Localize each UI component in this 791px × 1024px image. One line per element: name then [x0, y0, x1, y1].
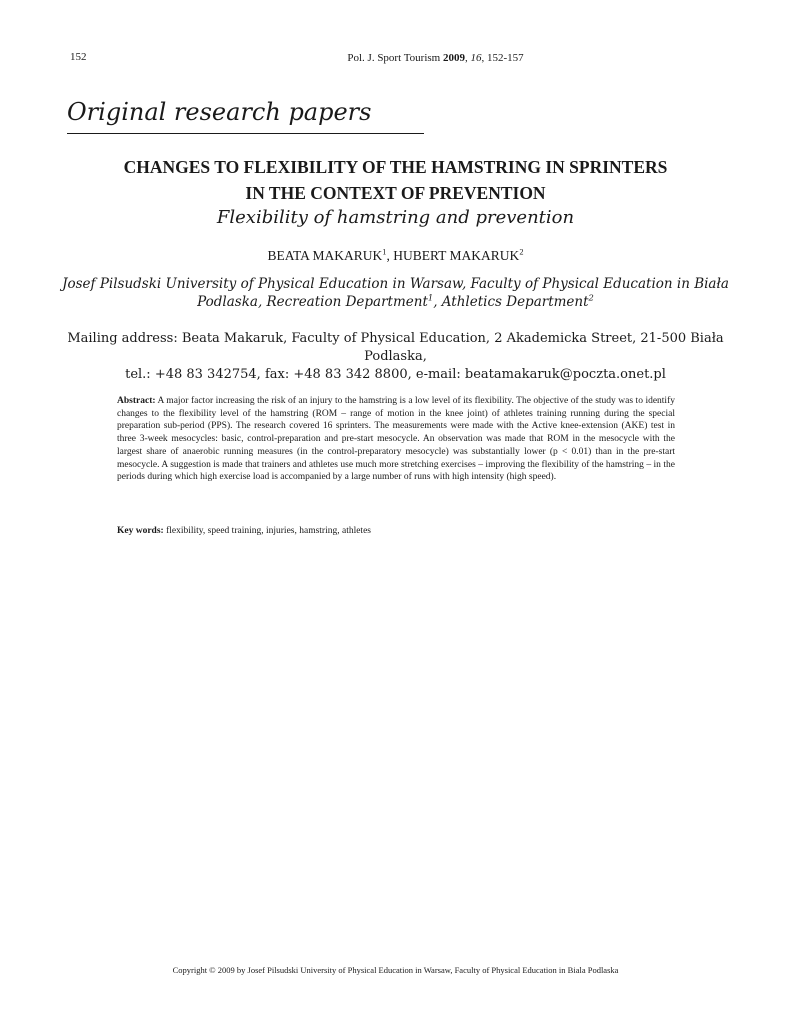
mailing-address-line-1: Mailing address: Beata Makaruk, Faculty of Physical Education, 2 Akademicka Street, 21-500 Biała Podlaska,: [67, 331, 724, 364]
journal-pages: , 152-157: [481, 52, 524, 64]
keywords: [117, 526, 675, 536]
author-2: HUBERT MAKARUK: [393, 248, 520, 263]
paper-title: [0, 154, 791, 206]
abstract: [117, 395, 675, 484]
affiliation-line-2: [60, 293, 731, 311]
section-heading: Original research papers: [67, 98, 372, 126]
journal-year: 2009: [442, 52, 465, 64]
keywords-label: Key words:: [117, 526, 164, 536]
journal-reference: Pol. J. Sport Tourism 2009, 16, 152-157: [347, 52, 524, 64]
affiliation: [60, 275, 731, 311]
abstract-label: Abstract:: [117, 396, 156, 406]
author-separator: ,: [386, 248, 394, 263]
authors: [0, 248, 791, 264]
affiliation-mark-2: 2: [588, 292, 594, 303]
mailing-address-line-2: tel.: +48 83 342754, fax: +48 83 342 8800, e-mail: beatamakaruk@poczta.onet.pl: [125, 367, 666, 382]
page-number: 152: [70, 51, 87, 63]
affiliation-dept-2: , Athletics Department: [433, 294, 589, 310]
section-rule: [67, 133, 424, 134]
keywords-text: flexibility, speed training, injuries, hamstring, athletes: [163, 526, 371, 536]
copyright-footer: Copyright © 2009 by Josef Pilsudski University of Physical Education in Warsaw, Faculty of Physical Education in Biala Podlaska: [172, 965, 619, 975]
author-1-affiliation-mark: 1: [382, 247, 387, 257]
journal-name: Pol. J. Sport Tourism: [347, 52, 441, 64]
paper-subtitle: Flexibility of hamstring and prevention: [216, 207, 575, 228]
author-1: BEATA MAKARUK: [267, 248, 383, 263]
affiliation-mark-1: 1: [427, 292, 434, 303]
paper-title-line-2: IN THE CONTEXT OF PREVENTION: [245, 183, 546, 203]
affiliation-line-1: Josef Pilsudski University of Physical Education in Warsaw, Faculty of Physical Education in Biała: [62, 276, 729, 292]
abstract-text: A major factor increasing the risk of an injury to the hamstring is a low level of its flexibility. The objective of the study was to identify changes to the flexibility level of the hamstring (ROM – range of motion in the knee joint) of athletes training running during the special preparation sub-period (PPS). The research covered 16 sprinters. The measurements were made with the Active knee-extension (AKE) test in three 3-week mesocycles: basic, control-preparation and pre-start mesocycle. An observation was made that ROM in the mesocycle with the largest share of anaerobic running measures (in the control-preparatory mesocycle) was substantially lower (p < 0.01) than in the pre-start mesocycle. A suggestion is made that trainers and athletes use much more stretching exercises – improving the flexibility of the hamstring – in the periods during which high exercise load is accompanied by a large number of runs with high intensity (high speed).: [117, 396, 675, 483]
paper-title-line-1: CHANGES TO FLEXIBILITY OF THE HAMSTRING IN SPRINTERS: [123, 157, 668, 177]
affiliation-dept-1: Podlaska, Recreation Department: [197, 294, 428, 310]
mailing-address: [40, 330, 751, 384]
journal-volume: 16: [470, 52, 482, 64]
author-2-affiliation-mark: 2: [519, 247, 524, 257]
